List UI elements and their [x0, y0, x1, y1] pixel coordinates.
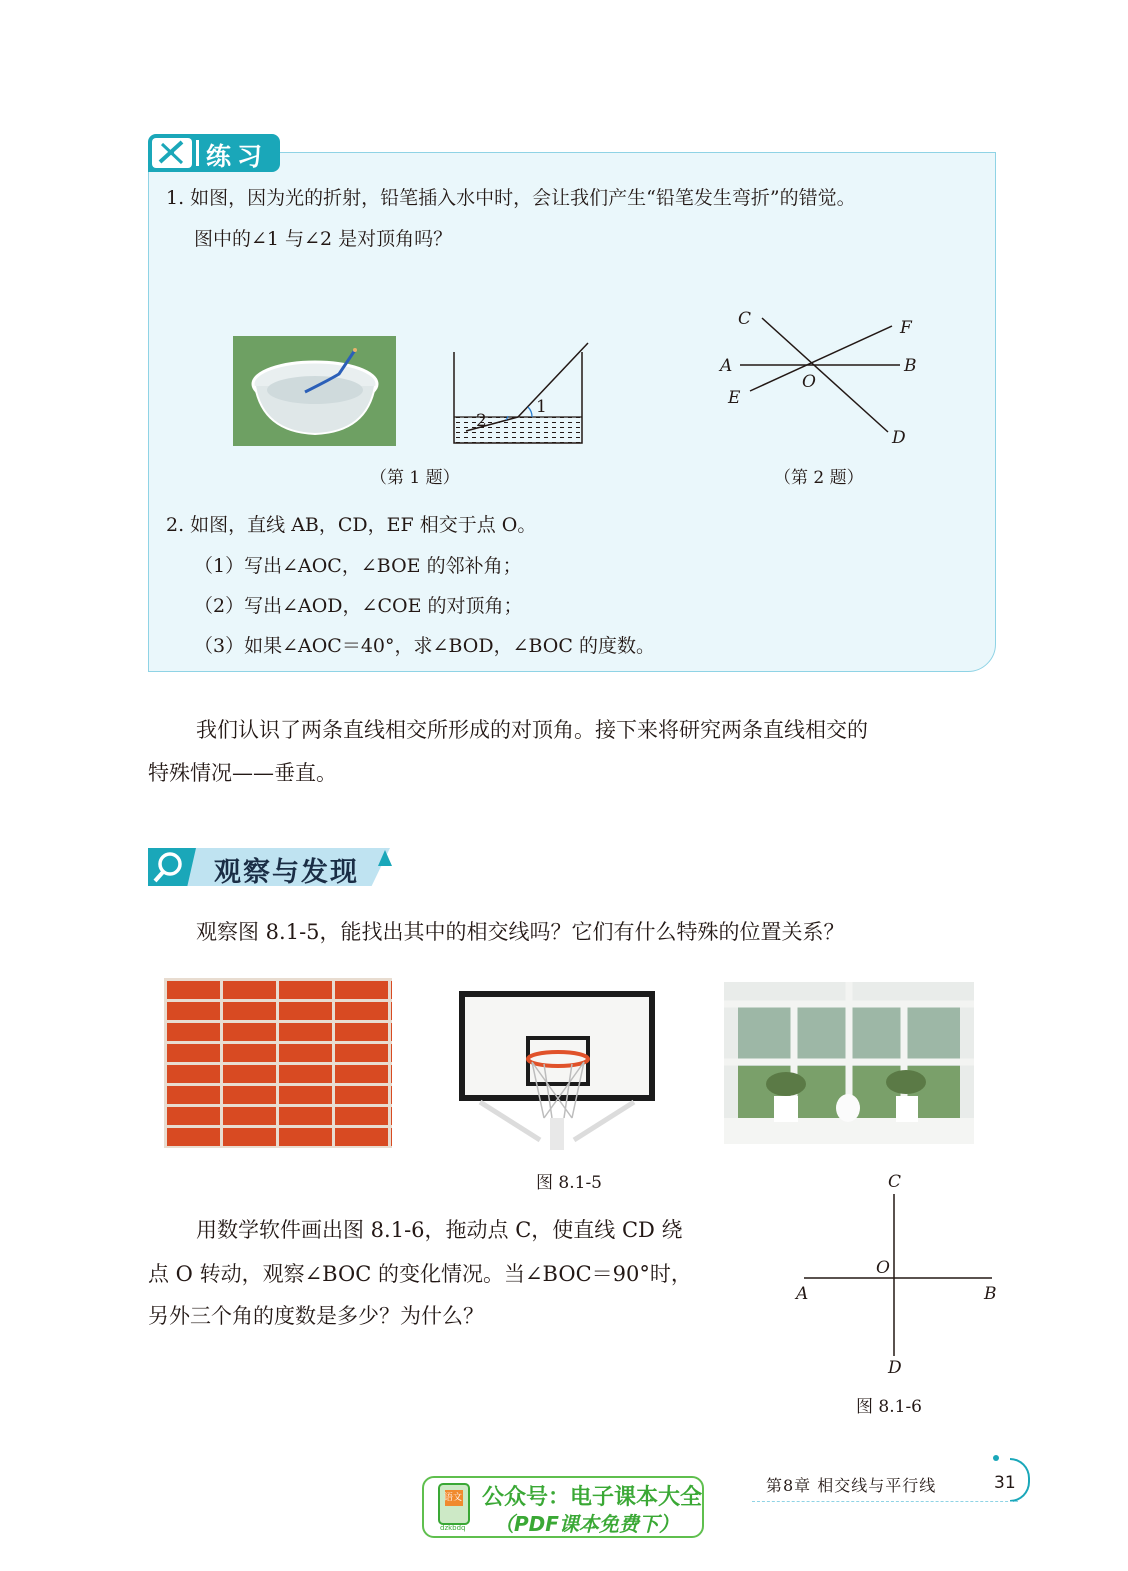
observe-title: 观察与发现	[214, 857, 359, 888]
exercise-title: 练习	[206, 142, 269, 171]
watermark-icon-sub: dzkbdq	[440, 1524, 466, 1532]
q1-text-line2: 图中的∠1 与∠2 是对顶角吗？	[194, 228, 453, 250]
q2-sub2: （2）写出∠AOD，∠COE 的对顶角；	[194, 595, 523, 617]
software-line2: 点 O 转动，观察∠BOC 的变化情况。当∠BOC＝90°时，	[148, 1262, 692, 1286]
q2-sub1: （1）写出∠AOC，∠BOE 的邻补角；	[194, 555, 522, 577]
fig-8-1-5-caption: 图 8.1-5	[536, 1173, 602, 1193]
three-lines-diagram	[728, 310, 918, 450]
watermark-line1: 公众号：电子课本大全	[482, 1485, 703, 1510]
fig6-point-d-label: D	[888, 1358, 902, 1378]
refraction-diagram	[448, 340, 594, 448]
watermark-line2: （PDF课本免费下）	[494, 1512, 679, 1536]
bowl-photo	[233, 336, 396, 446]
window-photo	[724, 982, 974, 1144]
brick-wall-photo	[164, 978, 392, 1148]
footer-divider	[752, 1501, 1018, 1502]
fig-8-1-6-caption: 图 8.1-6	[856, 1397, 922, 1417]
point-e-label: E	[728, 388, 741, 408]
q1-caption: （第 1 题）	[370, 468, 460, 488]
point-f-label: F	[900, 318, 912, 338]
fig6-point-a-label: A	[796, 1284, 809, 1304]
angle-2-label: 2	[476, 411, 487, 431]
angle-1-label: 1	[536, 397, 547, 417]
point-a-label: A	[720, 356, 733, 376]
software-line3: 另外三个角的度数是多少？为什么？	[148, 1304, 484, 1328]
observe-prompt: 观察图 8.1-5，能找出其中的相交线吗？它们有什么特殊的位置关系？	[196, 920, 845, 944]
tab-divider	[196, 140, 199, 166]
point-o-label: O	[802, 372, 816, 392]
footer-dot	[993, 1455, 999, 1461]
point-d-label: D	[892, 428, 906, 448]
perpendicular-diagram	[800, 1190, 996, 1360]
fig6-point-b-label: B	[984, 1284, 997, 1304]
software-line1: 用数学软件画出图 8.1-6，拖动点 C，使直线 CD 绕	[196, 1218, 683, 1242]
fig6-point-c-label: C	[888, 1172, 902, 1192]
q2-caption: （第 2 题）	[774, 468, 864, 488]
basketball-board-photo	[450, 990, 664, 1150]
intro-line1: 我们认识了两条直线相交所形成的对顶角。接下来将研究两条直线相交的	[196, 718, 868, 742]
page-number: 31	[994, 1473, 1016, 1493]
point-c-label: C	[738, 309, 752, 329]
intro-line2: 特殊情况——垂直。	[148, 761, 337, 785]
point-b-label: B	[904, 356, 917, 376]
footer-chapter: 第8章 相交线与平行线	[766, 1476, 937, 1495]
q2-text-line1: 2. 如图，直线 AB，CD，EF 相交于点 O。	[166, 514, 537, 536]
q1-text-line1: 1. 如图，因为光的折射，铅笔插入水中时，会让我们产生“铅笔发生弯折”的错觉。	[166, 187, 856, 209]
pencil-ruler-icon	[152, 138, 192, 168]
q2-sub3: （3）如果∠AOC＝40°，求∠BOD，∠BOC 的度数。	[194, 635, 655, 657]
fig6-point-o-label: O	[876, 1258, 890, 1278]
watermark-icon-text: 语文	[444, 1493, 463, 1503]
